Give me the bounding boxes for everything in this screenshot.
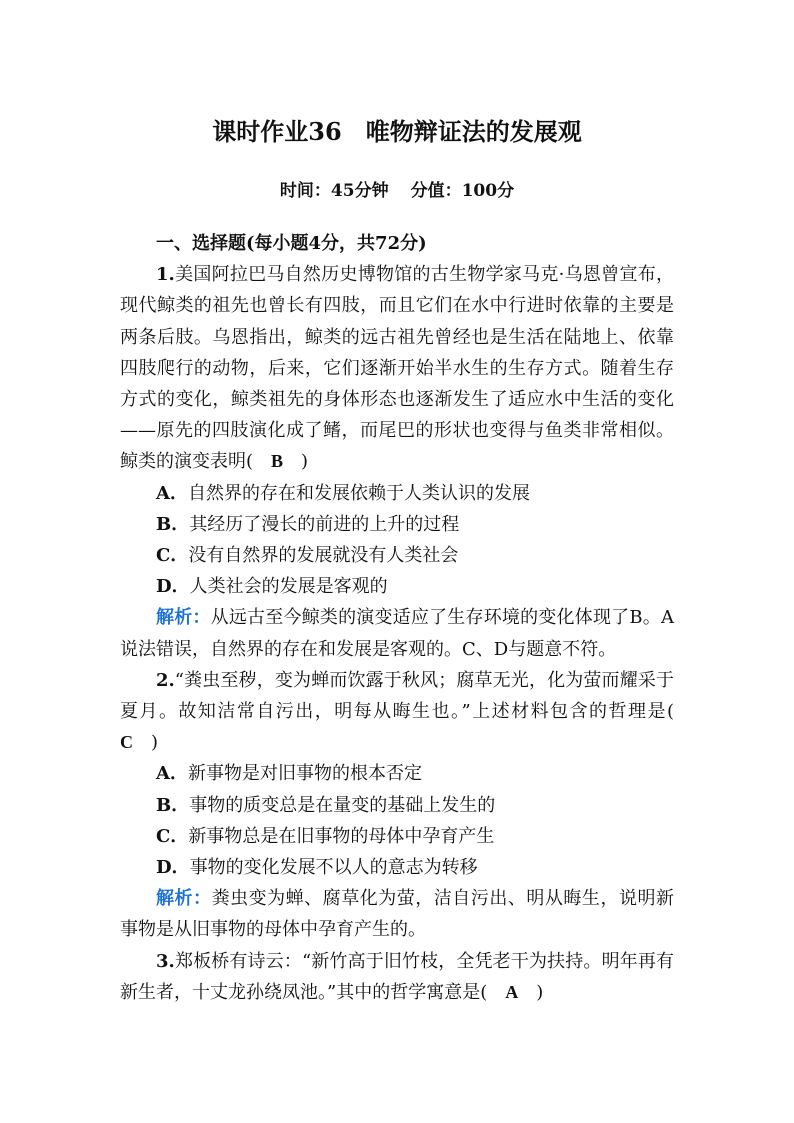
question-stem: “粪虫至秽，变为蝉而饮露于秋风；腐草无光，化为萤而耀采于夏月。故知洁常自污出，明每从晦生也。”上述材料包含的哲理是( <box>120 669 692 723</box>
exam-meta <box>120 176 674 206</box>
option-text: 人类社会的发展是客观的 <box>189 576 388 598</box>
option-letter: A． <box>156 763 188 785</box>
stem-close: ) <box>283 451 309 473</box>
option-d <box>120 852 674 883</box>
explanation-text: 从远古至今鲸类的演变适应了生存环境的变化体现了B。A说法错误，自然界的存在和发展是客观的。C、D与题意不符。 <box>120 607 674 660</box>
option-letter: D． <box>156 576 190 598</box>
question-number: 1. <box>156 264 175 286</box>
option-a <box>120 478 674 509</box>
option-text: 新事物是对旧事物的根本否定 <box>187 763 422 785</box>
section-heading: 一、选择题(每小题4分，共72分) <box>156 233 427 254</box>
option-text: 没有自然界的发展就没有人类社会 <box>188 545 459 567</box>
time-limit: 时间：45分钟 <box>279 181 389 201</box>
explanation-2 <box>120 883 674 945</box>
answer-key: C <box>120 732 133 753</box>
option-b <box>120 790 674 821</box>
option-letter: C． <box>156 825 189 847</box>
option-letter: C． <box>156 545 189 567</box>
option-text: 新事物总是在旧事物的母体中孕育产生 <box>188 825 495 847</box>
option-letter: D． <box>156 857 190 879</box>
stem-close: ) <box>518 981 544 1003</box>
question-stem: 郑板桥有诗云：“新竹高于旧竹枝，全凭老干为扶持。明年再有新生者，十丈龙孙绕凤池。”其中的哲学寓意是( <box>120 950 674 1003</box>
stem-close: ) <box>133 732 159 754</box>
question-number: 2. <box>156 669 175 691</box>
question-number: 3. <box>156 950 175 972</box>
total-score: 分值：100分 <box>410 181 515 201</box>
answer-key: B <box>271 451 284 472</box>
option-letter: B． <box>156 513 190 535</box>
question-stem: 美国阿拉巴马自然历史博物馆的古生物学家马克·乌恩曾宣布，现代鲸类的祖先也曾长有四肢，而且它们在水中行进时依靠的主要是两条后肢。乌恩指出，鲸类的远古祖先曾经也是生活在陆地上、依靠四肢爬行的动物，后来，它们逐渐开始半水生的生存方式。随着生存方式的变化，鲸类祖先的身体形态也逐渐发生了适应水中生活的变化——原先的四肢演化成了鳍，而尾巴的形状也变得与鱼类非常相似。鲸类的演变表明( <box>120 264 674 473</box>
option-text: 自然界的存在和发展依赖于人类认识的发展 <box>187 482 530 504</box>
option-c <box>120 540 674 571</box>
option-text: 其经历了漫长的前进的上升的过程 <box>189 513 460 535</box>
option-d <box>120 571 674 602</box>
answer-key: A <box>505 981 519 1002</box>
option-text: 事物的质变总是在量变的基础上发生的 <box>189 794 496 816</box>
explanation-text: 粪虫变为蝉、腐草化为萤，洁自污出、明从晦生，说明新事物是从旧事物的母体中孕育产生的。 <box>120 888 675 941</box>
explanation-label: 解析： <box>156 607 211 629</box>
question-3 <box>120 946 674 1008</box>
option-letter: B． <box>156 794 190 816</box>
option-c <box>120 821 674 852</box>
option-text: 事物的变化发展不以人的意志为转移 <box>189 857 478 879</box>
option-letter: A． <box>156 482 188 504</box>
question-2 <box>120 665 692 759</box>
explanation-label: 解析： <box>156 888 212 910</box>
option-b <box>120 509 674 540</box>
option-a <box>120 758 674 789</box>
page-title: 课时作业36 唯物辩证法的发展观 <box>212 117 582 146</box>
question-1 <box>120 259 674 477</box>
explanation-1 <box>120 602 674 664</box>
